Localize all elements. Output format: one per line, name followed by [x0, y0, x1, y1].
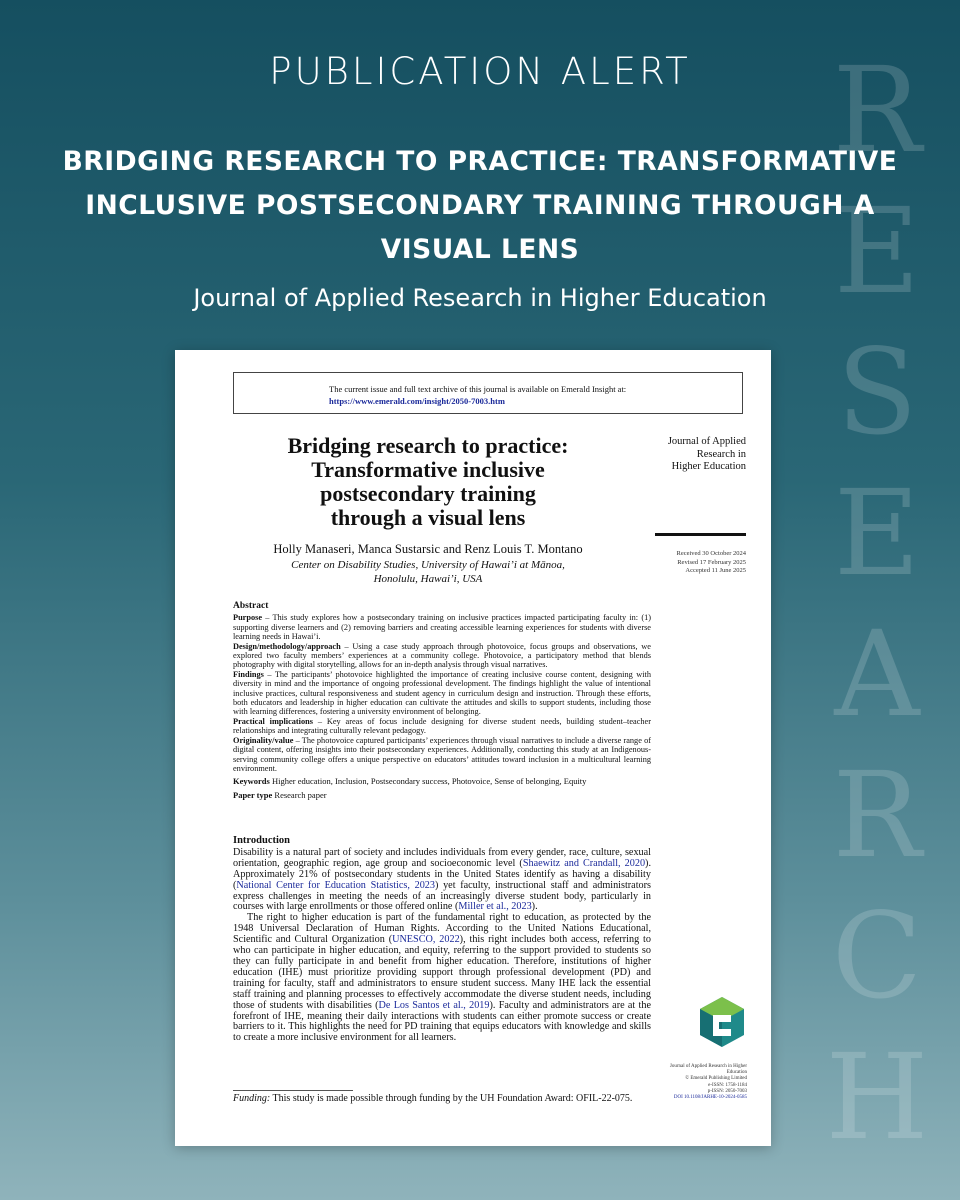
affiliation-line: Honolulu, Hawai’i, USA: [373, 573, 483, 585]
received-date: Received 30 October 2024: [676, 550, 746, 557]
watermark-letter: C: [831, 887, 923, 1025]
intro-paragraph-1: Disability is a natural part of society and includes individuals from every gender, race, culture, sexual orientation, geographic region, age group and socioeconomic level (Shaewitz and Crandall, 2020). Approximately 21% of postsecondary students in the United States identify as having a disability (National Center for Education Statistics, 2023) yet faculty, instructional staff and administrators express challenges in meeting the needs of an increasingly diverse student body, particularly in courses with large enrollments or those offered online (Miller et al., 2023).: [233, 846, 651, 913]
citation-link[interactable]: National Center for Education Statistics, 2023: [236, 879, 435, 891]
title-line: Transformative inclusive: [311, 457, 545, 482]
side-divider: [655, 533, 746, 536]
citation-link[interactable]: Shaewitz and Crandall, 2020: [522, 857, 646, 869]
abstract-design: Design/methodology/approach – Using a case study approach through photovoice, focus groups and observations, we explored two faculty members’ experiences at a community college. Photovoice, a participatory method that blends photography with digital storytelling, allows for an in-depth analysis through visual narratives.: [233, 641, 651, 670]
paper-title: [233, 434, 623, 530]
affiliation-line: Center on Disability Studies, University of Hawai’i at Mānoa,: [291, 559, 565, 571]
watermark-letter: E: [833, 464, 921, 602]
abstract-purpose: Purpose – This study explores how a postsecondary training on inclusive practices impacted participating faculty in: (1) supporting diverse learners and (2) removing barriers and creating accessible learning experiences for students with diverse learning needs in Hawai’i.: [233, 613, 651, 642]
paper-authors: Holly Manaseri, Manca Sustarsic and Renz Louis T. Montano: [273, 542, 583, 556]
watermark-letter: H: [825, 1028, 929, 1166]
side-journal-line: Journal of Applied: [667, 436, 746, 447]
article-headline: BRIDGING RESEARCH TO PRACTICE: TRANSFORMATIVE INCLUSIVE POSTSECONDARY TRAINING THROUGH A VISUAL LENS: [62, 146, 898, 265]
title-line: through a visual lens: [330, 505, 526, 530]
side-journal-line: Research in: [696, 448, 746, 460]
watermark-letter: E: [833, 182, 921, 320]
title-line: postsecondary training: [320, 481, 536, 506]
abstract-originality: Originality/value – The photovoice captured participants’ experiences through visual narratives to include a diverse range of digital content, offering insights into their postsecondary experiences. Additionally, conducting this study at an Indigenous-serving community college offers a unique perspective on educators’ attitudes toward inclusion in a multicultural learning environment.: [233, 735, 651, 773]
paper-type: Paper type Research paper: [233, 789, 327, 800]
publication-alert-label: PUBLICATION ALERT: [269, 50, 691, 93]
revised-date: Revised 17 February 2025: [677, 558, 746, 566]
journal-url-link[interactable]: https://www.emerald.com/insight/2050-7003.htm: [329, 396, 505, 406]
citation-link[interactable]: De Los Santos et al., 2019: [378, 999, 490, 1011]
funding-note: Funding: This study is made possible through funding by the UH Foundation Award: OFIL-22-075.: [233, 1093, 633, 1104]
watermark-letter: A: [834, 605, 920, 743]
side-journal-name: [645, 436, 746, 474]
watermark-letter: R: [832, 746, 922, 884]
availability-box: [233, 372, 743, 414]
abstract-heading: Abstract: [233, 601, 269, 611]
colophon: Journal of Applied Research in Higher Education © Emerald Publishing Limited e-ISSN: 1758-1184 p-ISSN: 2050-7003 DOI 10.1108/JARHE-10-2024-0585: [655, 1064, 747, 1101]
watermark-letter: R: [832, 41, 922, 179]
emerald-logo-icon: [697, 995, 747, 1055]
title-line: Bridging research to practice:: [287, 433, 569, 458]
introduction-section: [233, 836, 651, 1044]
journal-name: Journal of Applied Research in Higher Education: [193, 284, 767, 312]
side-journal-line: Higher Education: [671, 461, 746, 472]
intro-paragraph-2: The right to higher education is part of the fundamental right to education, as protected by the 1948 Universal Declaration of Human Rights. According to the United Nations Educational, Scientific and Cultural Organization (UNESCO, 2022), this right includes both access, referring to who can participate in higher education, and equity, referring to the support provided to students so they can fully participate in and benefit from higher education. Therefore, institutions of higher education (IHE) must prioritize providing support through professional development (PD) and training for faculty, staff and administrators to ensure student success. Many IHE lack the essential staff training and planning processes to effectively accommodate the diverse student needs, including those of students with disabilities (De Los Santos et al., 2019). Faculty and administrators are at the forefront of IHE, meaning their daily interactions with students can either promote success or create barriers to it. This highlights the need for PD training that equips educators with knowledge and skills to create a more inclusive environment for all learners.: [233, 912, 651, 1044]
publication-dates: [635, 550, 746, 576]
introduction-heading: Introduction: [233, 835, 290, 846]
citation-link[interactable]: Miller et al., 2023: [458, 901, 532, 913]
abstract-section: [233, 602, 651, 800]
watermark-letter: S: [836, 323, 918, 461]
paper-first-page: [175, 350, 771, 1146]
accepted-date: Accepted 11 June 2025: [685, 567, 746, 574]
footnote-divider: [233, 1090, 353, 1091]
doi-link[interactable]: DOI 10.1108/JARHE-10-2024-0585: [673, 1095, 747, 1101]
abstract-practical: Practical implications – Key areas of focus include designing for diverse student needs, building student–teacher relationships and integrating culturally relevant pedagogy.: [233, 716, 651, 736]
citation-link[interactable]: UNESCO, 2022: [392, 934, 460, 946]
abstract-findings: Findings – The participants’ photovoice highlighted the importance of creating inclusive course content, designing with diversity in mind and the importance of ongoing professional development. The findings highlight the value of intentional inclusive practices, cultural responsiveness and student agency in curriculum design and instruction. Through these efforts, both educators and leadership in higher education can cultivate the attitudes and skills to support students, including those with learning differences, fostering a university environment of belonging.: [233, 669, 651, 717]
keywords: Keywords Higher education, Inclusion, Postsecondary success, Photovoice, Sense of belonging, Equity: [233, 776, 587, 787]
availability-text: The current issue and full text archive of this journal is available on Emerald Insight at:: [329, 384, 627, 394]
paper-affiliation: [233, 558, 623, 586]
